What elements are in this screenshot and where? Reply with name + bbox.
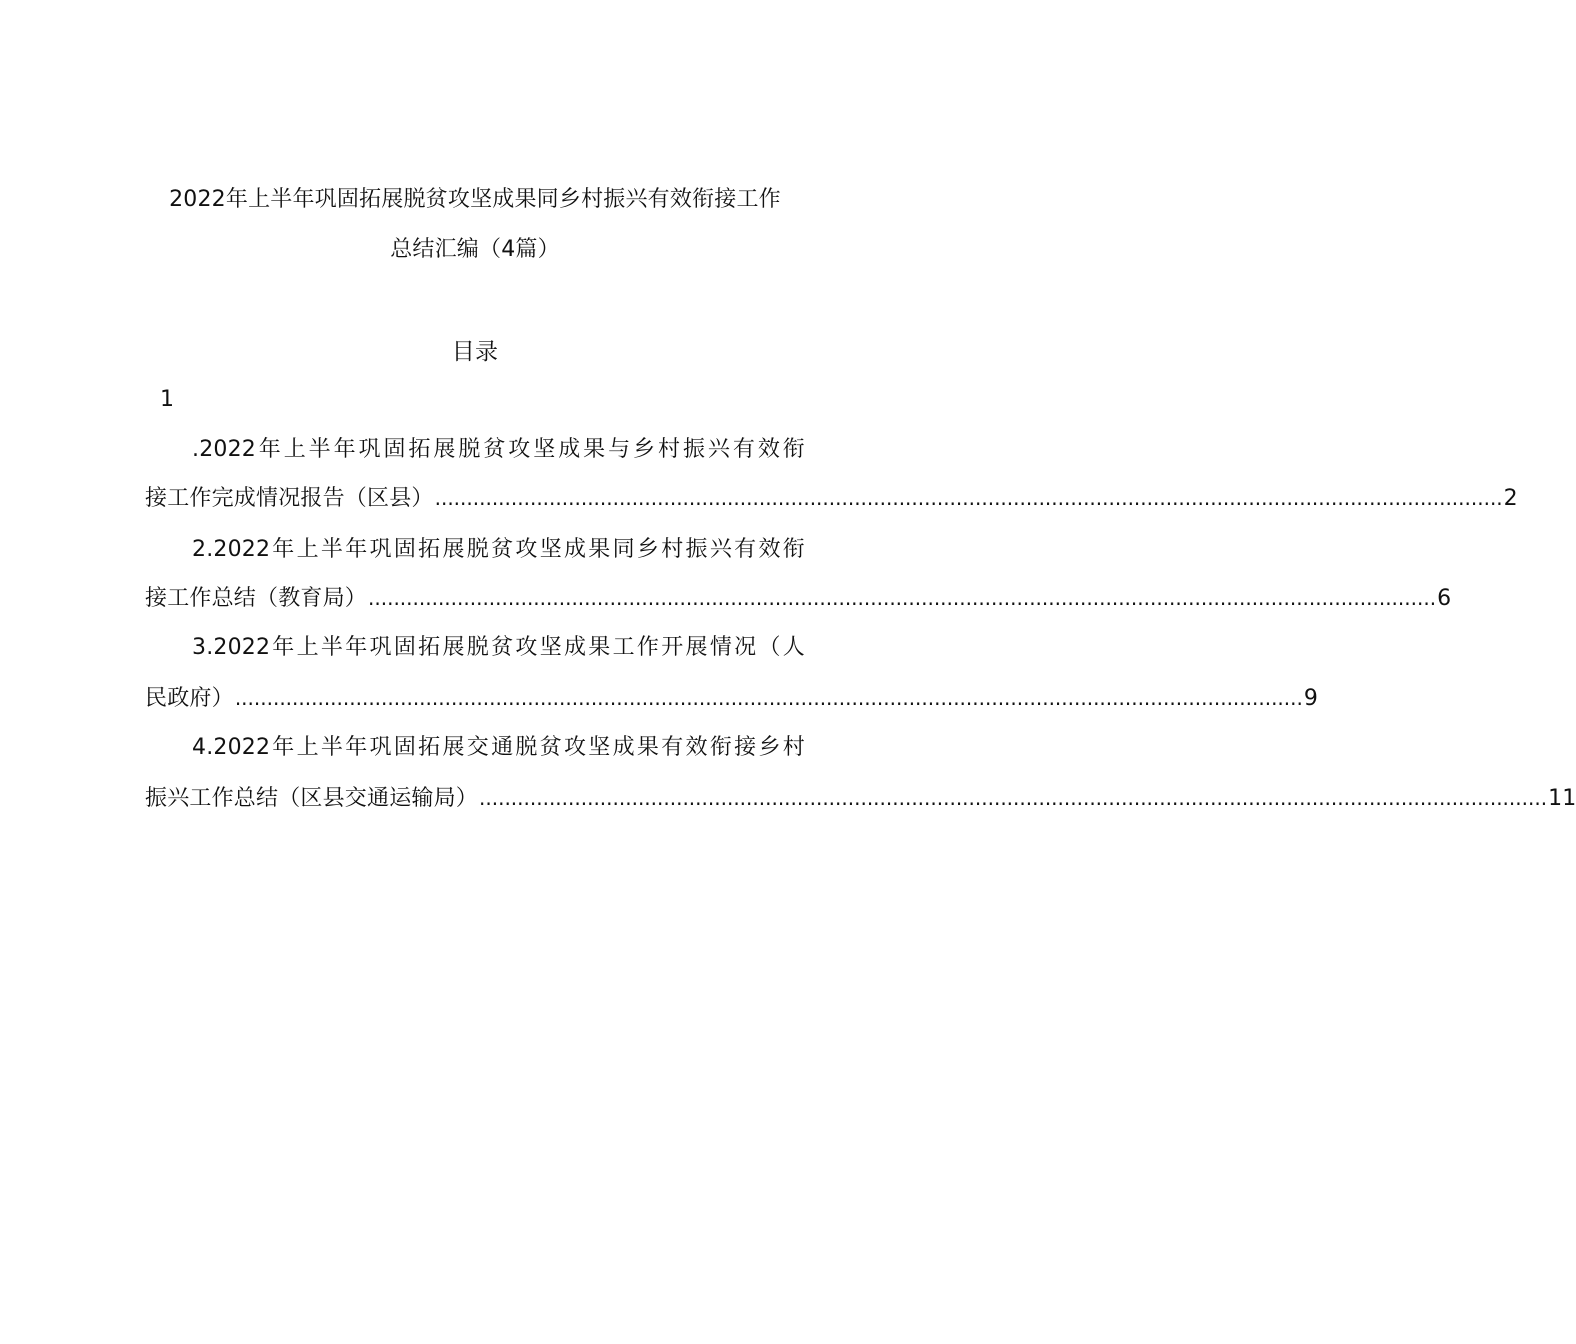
toc-stray-number: 1 <box>160 387 175 412</box>
toc-leader-dots: ........................................................................................................................................................................ <box>479 786 1548 810</box>
toc-entry-3-page: 9 <box>1303 686 1319 711</box>
toc-entry-2-line2[interactable] <box>145 583 1452 614</box>
toc-entry-3-text: 民政府） <box>145 686 234 711</box>
toc-leader-dots: ........................................................................................................................................................................ <box>434 486 1503 510</box>
toc-entry-1-text: 接工作完成情况报告（区县） <box>145 486 434 511</box>
toc-leader-dots: ........................................................................................................................................................................ <box>234 686 1303 710</box>
toc-entry-1-page: 2 <box>1503 486 1518 511</box>
toc-entry-4-page: 11 <box>1548 786 1576 811</box>
toc-entry-4-line2[interactable] <box>145 783 1576 814</box>
toc-entry-3-line2[interactable] <box>145 683 1319 714</box>
toc-entry-2-text: 接工作总结（教育局） <box>145 586 368 611</box>
toc-entry-2-line1[interactable]: 2.2022年上半年巩固拓展脱贫攻坚成果同乡村振兴有效衔 <box>192 537 805 562</box>
toc-entry-1-line2[interactable] <box>145 483 1518 514</box>
toc-entry-3-line1[interactable]: 3.2022年上半年巩固拓展脱贫攻坚成果工作开展情况（人 <box>192 635 805 660</box>
toc-entry-2-page: 6 <box>1437 586 1452 611</box>
toc-entry-4-line1[interactable]: 4.2022年上半年巩固拓展交通脱贫攻坚成果有效衔接乡村 <box>192 735 805 760</box>
toc-leader-dots: ........................................................................................................................................................................ <box>368 586 1437 610</box>
toc-heading: 目录 <box>451 339 499 365</box>
document-title-line2: 总结汇编（4篇） <box>390 237 560 262</box>
toc-entry-4-text: 振兴工作总结（区县交通运输局） <box>145 786 479 811</box>
toc-entry-1-line1[interactable]: .2022年上半年巩固拓展脱贫攻坚成果与乡村振兴有效衔 <box>192 437 805 462</box>
document-title-line1: 2022年上半年巩固拓展脱贫攻坚成果同乡村振兴有效衔接工作 <box>169 187 781 212</box>
